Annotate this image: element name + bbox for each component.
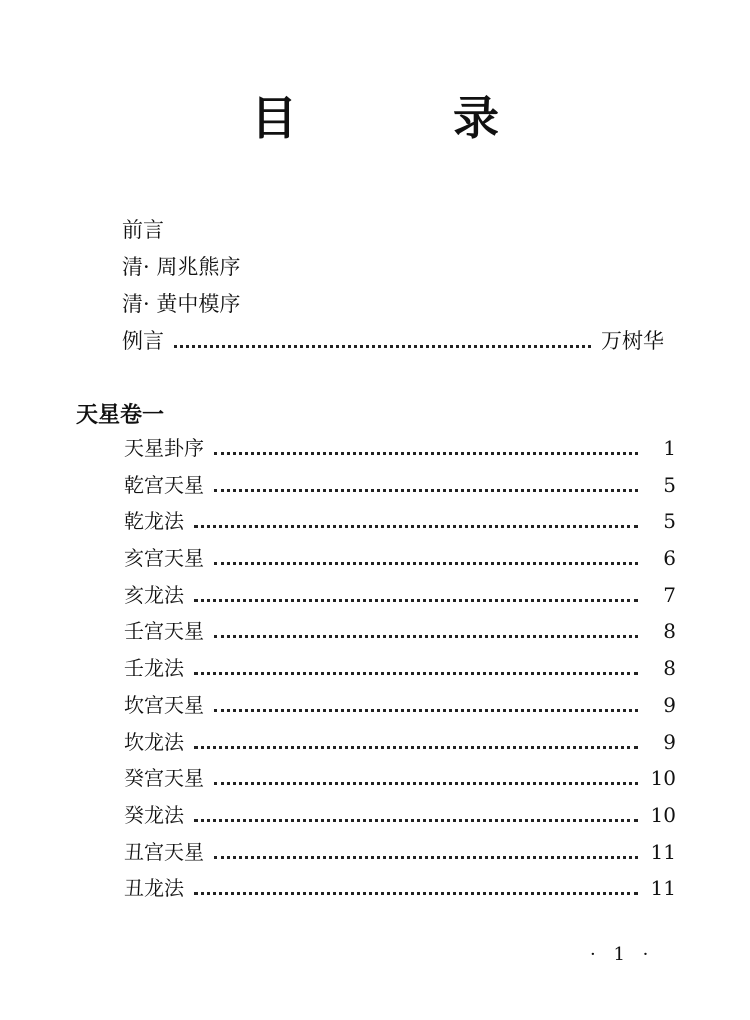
toc-entry-page: 11 <box>650 876 676 901</box>
toc-entry <box>124 542 676 579</box>
toc-entry-page: 11 <box>650 839 676 864</box>
toc-entry <box>124 726 676 763</box>
toc-entry-label: 亥龙法 <box>124 582 184 607</box>
toc-entry <box>124 872 676 909</box>
dot-leader <box>194 819 638 822</box>
front-matter-item <box>122 251 672 288</box>
toc-entry-page: 7 <box>663 582 676 607</box>
dot-leader <box>194 599 638 602</box>
toc-entry-label: 坎龙法 <box>124 729 184 754</box>
toc-entry <box>124 689 676 726</box>
toc-entry-label: 坎宫天星 <box>124 692 204 717</box>
page-title: 目 录 <box>250 91 569 145</box>
front-matter-label: 清· 黄中模序 <box>122 292 241 316</box>
dot-leader <box>214 562 638 565</box>
dot-leader <box>194 525 638 528</box>
front-matter-label: 清· 周兆熊序 <box>122 255 241 279</box>
toc-entry <box>124 799 676 836</box>
toc-entry-label: 壬龙法 <box>124 656 184 681</box>
front-matter-label: 例言 <box>122 329 164 353</box>
front-matter-item <box>122 325 672 362</box>
front-matter-item <box>122 214 672 251</box>
page-number: · 1 · <box>590 944 655 965</box>
toc-entry-label: 亥宫天星 <box>124 546 204 571</box>
dot-leader <box>194 892 638 895</box>
toc-entry-label: 丑龙法 <box>124 876 184 901</box>
toc-entry-label: 癸宫天星 <box>124 766 204 791</box>
toc-entry-page: 9 <box>663 729 676 754</box>
dot-leader <box>214 635 638 638</box>
toc-entry <box>124 615 676 652</box>
front-matter-label: 前言 <box>122 218 164 242</box>
front-matter-item <box>122 288 672 325</box>
toc-entry-page: 8 <box>663 619 676 644</box>
toc-entry <box>124 432 676 469</box>
toc-entry-label: 乾宫天星 <box>124 472 204 497</box>
toc-entry-page: 6 <box>663 546 676 571</box>
dot-leader <box>214 856 638 859</box>
toc-list <box>124 432 676 909</box>
toc-entry <box>124 505 676 542</box>
toc-entry-page: 10 <box>650 802 676 827</box>
toc-entry-page: 9 <box>663 692 676 717</box>
front-matter-author: 万树华 <box>601 329 664 353</box>
dot-leader <box>214 489 638 492</box>
toc-entry <box>124 836 676 873</box>
toc-entry-label: 癸龙法 <box>124 802 184 827</box>
dot-leader <box>214 452 638 455</box>
dot-leader <box>214 782 638 785</box>
toc-entry-label: 乾龙法 <box>124 509 184 534</box>
toc-entry <box>124 652 676 689</box>
dot-leader <box>214 709 638 712</box>
toc-entry-label: 丑宫天星 <box>124 839 204 864</box>
toc-entry <box>124 469 676 506</box>
toc-entry-label: 壬宫天星 <box>124 619 204 644</box>
toc-entry <box>124 579 676 616</box>
toc-entry-page: 8 <box>663 656 676 681</box>
dot-leader <box>174 345 591 348</box>
toc-entry-page: 1 <box>663 436 676 460</box>
toc-entry-label: 天星卦序 <box>124 436 204 460</box>
toc-entry <box>124 762 676 799</box>
dot-leader <box>194 746 638 749</box>
toc-entry-page: 5 <box>663 472 676 497</box>
toc-entry-page: 10 <box>650 766 676 791</box>
toc-entry-page: 5 <box>663 509 676 534</box>
dot-leader <box>194 672 638 675</box>
section-heading: 天星卷一 <box>76 403 165 428</box>
front-matter-list <box>122 214 672 362</box>
